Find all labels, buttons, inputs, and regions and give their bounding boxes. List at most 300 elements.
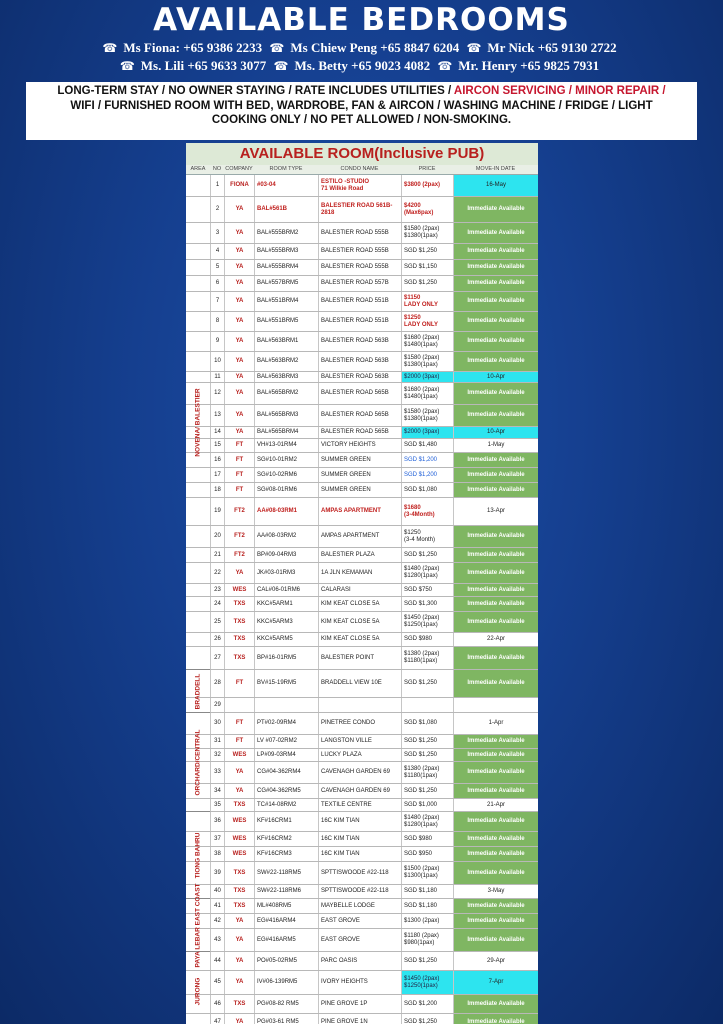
move-in-date-cell: Immediate Available [453, 584, 538, 596]
rules-line-2: WIFI / FURNISHED ROOM WITH BED, WARDROBE, FAN & AIRCON / WASHING MACHINE / FRIDGE / LIGHT [70, 99, 653, 112]
company-cell: TXS [224, 647, 254, 669]
room-type-cell: VH#13-01RM4 [254, 439, 318, 452]
company-cell: YA [224, 276, 254, 291]
row-number: 17 [210, 468, 224, 482]
room-type-cell: BAL#563BRM1 [254, 332, 318, 351]
row-number: 6 [210, 276, 224, 291]
area-label-text: ORCHARD/CENTRAL [194, 728, 202, 796]
condo-name-cell: EAST GROVE [318, 929, 401, 951]
column-header: NO [212, 166, 222, 172]
company-cell: YA [224, 244, 254, 259]
row-number: 19 [210, 498, 224, 525]
company-cell: YA [224, 784, 254, 798]
move-in-date-cell: 1-May [453, 439, 538, 452]
room-type-cell: PG#08-82 RM5 [254, 995, 318, 1013]
move-in-date-cell: Immediate Available [453, 995, 538, 1013]
room-type-cell: BAL#563BRM3 [254, 372, 318, 382]
area-label [186, 713, 210, 812]
area-label-text: NOVENA/ BALESTIER [194, 387, 202, 457]
table-row [186, 597, 538, 612]
room-type-cell: BP#09-04RM3 [254, 548, 318, 562]
company-cell: WES [224, 832, 254, 846]
room-type-cell: BV#15-19RM5 [254, 670, 318, 697]
room-type-cell: BAL#565BRM4 [254, 427, 318, 438]
table-row [186, 276, 538, 292]
company-cell: TXS [224, 597, 254, 611]
room-type-cell: BAL#557BRM5 [254, 276, 318, 291]
row-number: 18 [210, 483, 224, 497]
condo-name-cell: PINETREE CONDO [318, 713, 401, 734]
room-type-cell: BAL#555BRM3 [254, 244, 318, 259]
phone-icon: ☎ [273, 59, 289, 73]
move-in-date-cell: Immediate Available [453, 276, 538, 291]
condo-name-cell: CAVENAGH GARDEN 69 [318, 762, 401, 783]
row-number: 32 [210, 749, 224, 761]
price-cell: SGD $1,000 [401, 799, 453, 811]
price-cell: SGD $1,180 [401, 899, 453, 913]
row-number: 47 [210, 1014, 224, 1024]
company-cell: FT [224, 483, 254, 497]
move-in-date-cell: 22-Apr [453, 633, 538, 646]
row-number: 16 [210, 453, 224, 467]
room-type-cell: JK#03-01RM3 [254, 563, 318, 583]
room-type-cell: PG#03-61 RM5 [254, 1014, 318, 1024]
condo-name-cell: SPTTISWOODE #22-118 [318, 885, 401, 898]
company-cell: YA [224, 332, 254, 351]
table-row [186, 713, 538, 735]
move-in-date-cell: Immediate Available [453, 914, 538, 928]
room-type-cell: CAL#06-01RM6 [254, 584, 318, 596]
row-number: 46 [210, 995, 224, 1013]
row-number: 7 [210, 292, 224, 311]
condo-name-cell: MAYBELLE LODGE [318, 899, 401, 913]
table-row [186, 899, 538, 914]
contact: Mr Nick +65 9130 2722 [487, 40, 617, 55]
condo-name-cell: LANGSTON VILLE [318, 735, 401, 748]
move-in-date-cell: Immediate Available [453, 312, 538, 331]
page-title: AVAILABLE BEDROOMS [153, 2, 570, 38]
move-in-date-cell: Immediate Available [453, 899, 538, 913]
room-type-cell: PO#05-02RM5 [254, 952, 318, 970]
room-type-cell: KKC#5ARM5 [254, 633, 318, 646]
area-label-text: JURONG [194, 977, 202, 1006]
table-row [186, 847, 538, 862]
move-in-date-cell: Immediate Available [453, 405, 538, 426]
table-row [186, 260, 538, 276]
row-number: 40 [210, 885, 224, 898]
room-type-cell: BAL#563BRM2 [254, 352, 318, 371]
price-cell: $1450 (2pax) $1250(1pax) [401, 971, 453, 994]
table-row [186, 468, 538, 483]
room-type-cell: KF#16CRM1 [254, 812, 318, 831]
room-type-cell: BAL#561B [254, 197, 318, 222]
row-number: 33 [210, 762, 224, 783]
condo-name-cell: AMPAS APARTMENT [318, 526, 401, 547]
phone-icon: ☎ [102, 41, 118, 55]
company-cell: FT [224, 735, 254, 748]
price-cell: SGD $1,080 [401, 713, 453, 734]
room-type-cell: EG#416ARM4 [254, 914, 318, 928]
row-number: 23 [210, 584, 224, 596]
table-row [186, 832, 538, 847]
price-cell: SGD $1,480 [401, 439, 453, 452]
condo-name-cell: PINE GROVE 1P [318, 995, 401, 1013]
table-row [186, 223, 538, 244]
row-number: 44 [210, 952, 224, 970]
condo-name-cell: EAST GROVE [318, 914, 401, 928]
area-label [186, 952, 210, 1024]
condo-name-cell: BALESTIER ROAD 565B [318, 405, 401, 426]
price-cell: $1480 (2pax) $1280(1pax) [401, 812, 453, 831]
table-row [186, 332, 538, 352]
condo-name-cell: BALESTIER PLAZA [318, 548, 401, 562]
move-in-date-cell: Immediate Available [453, 197, 538, 222]
price-cell: $1580 (2pax) $1380(1pax) [401, 352, 453, 371]
table-row [186, 427, 538, 439]
move-in-date-cell: Immediate Available [453, 352, 538, 371]
room-type-cell: BP#16-01RM5 [254, 647, 318, 669]
move-in-date-cell: 21-Apr [453, 799, 538, 811]
row-number: 20 [210, 526, 224, 547]
row-number: 29 [210, 698, 224, 712]
price-cell: $4200 (Max6pax) [401, 197, 453, 222]
company-cell: YA [224, 260, 254, 275]
room-type-cell: EG#416ARM5 [254, 929, 318, 951]
company-cell: FT [224, 453, 254, 467]
condo-name-cell: IVORY HEIGHTS [318, 971, 401, 994]
column-header: AREA [190, 166, 206, 172]
company-cell: TXS [224, 995, 254, 1013]
phone-icon: ☎ [269, 41, 285, 55]
move-in-date-cell: Immediate Available [453, 647, 538, 669]
room-type-cell: BAL#551BRM5 [254, 312, 318, 331]
move-in-date-cell: Immediate Available [453, 332, 538, 351]
company-cell: YA [224, 929, 254, 951]
company-cell: YA [224, 762, 254, 783]
table-row [186, 799, 538, 812]
move-in-date-cell: 16-May [453, 175, 538, 196]
row-number: 35 [210, 799, 224, 811]
row-number: 26 [210, 633, 224, 646]
row-number: 34 [210, 784, 224, 798]
condo-name-cell: BALESTIER ROAD 563B [318, 332, 401, 351]
room-type-cell: CG#04-362RM5 [254, 784, 318, 798]
company-cell: TXS [224, 612, 254, 632]
table-row [186, 526, 538, 548]
company-cell: TXS [224, 862, 254, 884]
table-row [186, 498, 538, 526]
price-cell: SGD $1,300 [401, 597, 453, 611]
price-cell: $1500 (2pax) $1300(1pax) [401, 862, 453, 884]
price-cell [401, 698, 453, 712]
price-cell: SGD $1,250 [401, 735, 453, 748]
company-cell: YA [224, 312, 254, 331]
company-cell: YA [224, 563, 254, 583]
row-number: 10 [210, 352, 224, 371]
move-in-date-cell: Immediate Available [453, 260, 538, 275]
contact: Ms. Lili +65 9633 3077 [140, 58, 267, 73]
room-type-cell: ML#408RM5 [254, 899, 318, 913]
row-number: 8 [210, 312, 224, 331]
price-cell: $1300 (2pax) [401, 914, 453, 928]
table-row [186, 483, 538, 498]
condo-name-cell: CAVENAGH GARDEN 69 [318, 784, 401, 798]
company-cell: FT2 [224, 526, 254, 547]
room-type-cell: BAL#555BRM4 [254, 260, 318, 275]
table-row [186, 383, 538, 405]
room-table [186, 143, 538, 1024]
company-cell: YA [224, 197, 254, 222]
room-type-cell: SG#08-01RM6 [254, 483, 318, 497]
move-in-date-cell: Immediate Available [453, 735, 538, 748]
price-cell: $1580 (2pax) $1380(1pax) [401, 405, 453, 426]
table-row [186, 584, 538, 597]
rules-text: LONG-TERM STAY / NO OWNER STAYING / RATE INCLUDES UTILITIES / [57, 85, 454, 97]
company-cell: WES [224, 749, 254, 761]
move-in-date-cell: Immediate Available [453, 762, 538, 783]
company-cell: TXS [224, 885, 254, 898]
company-cell: YA [224, 383, 254, 404]
room-type-cell: BAL#555BRM2 [254, 223, 318, 243]
room-type-cell: SG#10-02RM6 [254, 468, 318, 482]
move-in-date-cell: Immediate Available [453, 812, 538, 831]
table-row [186, 439, 538, 453]
room-type-cell: AA#08-03RM2 [254, 526, 318, 547]
condo-name-cell: VICTORY HEIGHTS [318, 439, 401, 452]
company-cell: YA [224, 352, 254, 371]
move-in-date-cell [453, 698, 538, 712]
price-cell: $1380 (2pax) $1180(1pax) [401, 647, 453, 669]
room-type-cell [254, 698, 318, 712]
price-cell: SGD $1,200 [401, 995, 453, 1013]
row-number: 12 [210, 383, 224, 404]
price-cell: SGD $1,180 [401, 885, 453, 898]
room-type-cell: LV #07-02RM2 [254, 735, 318, 748]
condo-name-cell: BALESTIER ROAD 563B [318, 372, 401, 382]
table-row [186, 292, 538, 312]
company-cell: YA [224, 292, 254, 311]
rules-line-1 [26, 84, 697, 99]
table-row [186, 971, 538, 995]
price-cell: $2000 (3pax) [401, 372, 453, 382]
price-cell: SGD $1,250 [401, 244, 453, 259]
table-row [186, 735, 538, 749]
table-row [186, 812, 538, 832]
condo-name-cell: BRADDELL VIEW 10E [318, 670, 401, 697]
row-number: 30 [210, 713, 224, 734]
condo-name-cell: 16C KIM TIAN [318, 832, 401, 846]
table-row [186, 175, 538, 197]
price-cell: $1380 (2pax) $1180(1pax) [401, 762, 453, 783]
condo-name-cell: BALESTIER ROAD 551B [318, 292, 401, 311]
table-row [186, 929, 538, 952]
condo-name-cell: BALESTIER ROAD 551B [318, 312, 401, 331]
company-cell: YA [224, 427, 254, 438]
price-cell: $1680 (2pax) $1480(1pax) [401, 383, 453, 404]
room-type-cell: BAL#551BRM4 [254, 292, 318, 311]
row-number: 42 [210, 914, 224, 928]
move-in-date-cell: Immediate Available [453, 244, 538, 259]
contacts-line-1 [0, 40, 723, 56]
move-in-date-cell: 10-Apr [453, 372, 538, 382]
room-type-cell: KKC#5ARM3 [254, 612, 318, 632]
company-cell: YA [224, 223, 254, 243]
move-in-date-cell: Immediate Available [453, 784, 538, 798]
room-type-cell: PT#02-09RM4 [254, 713, 318, 734]
condo-name-cell: SPTTISWOODE #22-118 [318, 862, 401, 884]
move-in-date-cell: Immediate Available [453, 670, 538, 697]
contact: Mr. Henry +65 9825 7931 [458, 58, 600, 73]
row-number: 5 [210, 260, 224, 275]
phone-icon: ☎ [437, 59, 453, 73]
table-row [186, 372, 538, 383]
condo-name-cell: ESTILO -STUDIO 71 Wilkie Road [318, 175, 401, 196]
price-cell: SGD $980 [401, 832, 453, 846]
room-type-cell: BAL#565BRM2 [254, 383, 318, 404]
row-number: 36 [210, 812, 224, 831]
company-cell: WES [224, 847, 254, 861]
price-cell: SGD $980 [401, 633, 453, 646]
price-cell: SGD $1,250 [401, 548, 453, 562]
move-in-date-cell: Immediate Available [453, 483, 538, 497]
area-label [186, 670, 210, 713]
price-cell: $3800 (2pax) [401, 175, 453, 196]
column-header: MOVE-IN DATE [475, 166, 516, 172]
room-type-cell: AA#08-03RM1 [254, 498, 318, 525]
column-header: COMPANY [225, 166, 253, 172]
company-cell: FT [224, 713, 254, 734]
price-cell: $1580 (2pax) $1380(1pax) [401, 223, 453, 243]
company-cell: FT [224, 468, 254, 482]
room-type-cell: SW#22-118RM6 [254, 885, 318, 898]
row-number: 38 [210, 847, 224, 861]
condo-name-cell: BALESTIER ROAD 561B- 2818 [318, 197, 401, 222]
company-cell: TXS [224, 633, 254, 646]
condo-name-cell: SUMMER GREEN [318, 453, 401, 467]
table-row [186, 563, 538, 584]
row-number: 43 [210, 929, 224, 951]
condo-name-cell: KIM KEAT CLOSE 5A [318, 612, 401, 632]
row-number: 45 [210, 971, 224, 994]
price-cell: SGD $1,200 [401, 468, 453, 482]
row-number: 11 [210, 372, 224, 382]
condo-name-cell: 1A JLN KEMAMAN [318, 563, 401, 583]
company-cell: FT2 [224, 548, 254, 562]
price-cell: SGD $1,150 [401, 260, 453, 275]
contact: Ms. Betty +65 9023 4082 [294, 58, 431, 73]
move-in-date-cell: 29-Apr [453, 952, 538, 970]
company-cell: YA [224, 971, 254, 994]
move-in-date-cell: 7-Apr [453, 971, 538, 994]
price-cell: $1180 (2pax) $980(1pax) [401, 929, 453, 951]
company-cell: YA [224, 372, 254, 382]
row-number: 1 [210, 175, 224, 196]
price-cell: SGD $750 [401, 584, 453, 596]
price-cell: $1680 (2pax) $1480(1pax) [401, 332, 453, 351]
condo-name-cell: PARC OASIS [318, 952, 401, 970]
row-number: 14 [210, 427, 224, 438]
company-cell: FT [224, 439, 254, 452]
area-label-text: PAYA LEBAR EAST COAST [194, 882, 202, 968]
table-title: AVAILABLE ROOM(Inclusive PUB) [186, 143, 538, 165]
condo-name-cell: BALESTIER ROAD 557B [318, 276, 401, 291]
room-type-cell: #03-04 [254, 175, 318, 196]
move-in-date-cell: Immediate Available [453, 597, 538, 611]
move-in-date-cell: 1-Apr [453, 713, 538, 734]
rules-line-3: COOKING ONLY / NO PET ALLOWED / NON-SMOKING. [211, 114, 512, 126]
row-number: 25 [210, 612, 224, 632]
company-cell: WES [224, 584, 254, 596]
price-cell: $2000 (3pax) [401, 427, 453, 438]
table-row [186, 762, 538, 784]
table-row [186, 453, 538, 468]
rules-highlight: AIRCON SERVICING / MINOR REPAIR / [453, 85, 666, 97]
area-label-text: BRADDELL [194, 673, 202, 709]
row-number: 2 [210, 197, 224, 222]
table-row [186, 197, 538, 223]
table-row [186, 698, 538, 713]
move-in-date-cell: Immediate Available [453, 749, 538, 761]
move-in-date-cell: Immediate Available [453, 468, 538, 482]
company-cell: FT [224, 670, 254, 697]
table-row [186, 885, 538, 899]
column-header: PRICE [418, 166, 436, 172]
table-row [186, 312, 538, 332]
table-row [186, 784, 538, 799]
table-row [186, 914, 538, 929]
price-cell: SGD $1,200 [401, 453, 453, 467]
row-number: 31 [210, 735, 224, 748]
move-in-date-cell: Immediate Available [453, 223, 538, 243]
table-row [186, 647, 538, 670]
condo-name-cell: BALESTIER POINT [318, 647, 401, 669]
phone-icon: ☎ [466, 41, 482, 55]
company-cell: TXS [224, 899, 254, 913]
move-in-date-cell: 10-Apr [453, 427, 538, 438]
table-row [186, 995, 538, 1014]
condo-name-cell: BALESTIER ROAD 563B [318, 352, 401, 371]
company-cell: YA [224, 1014, 254, 1024]
company-cell: YA [224, 914, 254, 928]
company-cell: FIONA [224, 175, 254, 196]
row-number: 41 [210, 899, 224, 913]
condo-name-cell: SUMMER GREEN [318, 468, 401, 482]
condo-name-cell: 16C KIM TIAN [318, 847, 401, 861]
price-cell: $1680 (3-4Month) [401, 498, 453, 525]
column-header: ROOM TYPE [269, 166, 303, 172]
contacts-line-2 [0, 58, 723, 74]
condo-name-cell: TEXTILE CENTRE [318, 799, 401, 811]
company-cell: FT2 [224, 498, 254, 525]
price-cell: $1450 (2pax) $1250(1pax) [401, 612, 453, 632]
condo-name-cell: PINE GROVE 1N [318, 1014, 401, 1024]
table-row [186, 405, 538, 427]
column-header: CONDO NAME [340, 166, 379, 172]
condo-name-cell: SUMMER GREEN [318, 483, 401, 497]
price-cell: SGD $1,250 [401, 276, 453, 291]
room-type-cell: SG#10-01RM2 [254, 453, 318, 467]
contact: Ms Chiew Peng +65 8847 6204 [290, 40, 460, 55]
move-in-date-cell: Immediate Available [453, 453, 538, 467]
room-type-cell: KKC#5ARM1 [254, 597, 318, 611]
phone-icon: ☎ [119, 59, 135, 73]
condo-name-cell: BALESTIER ROAD 555B [318, 244, 401, 259]
row-number: 3 [210, 223, 224, 243]
table-row [186, 670, 538, 698]
room-type-cell: KF#16CRM3 [254, 847, 318, 861]
move-in-date-cell: Immediate Available [453, 383, 538, 404]
rules-box [26, 82, 697, 140]
